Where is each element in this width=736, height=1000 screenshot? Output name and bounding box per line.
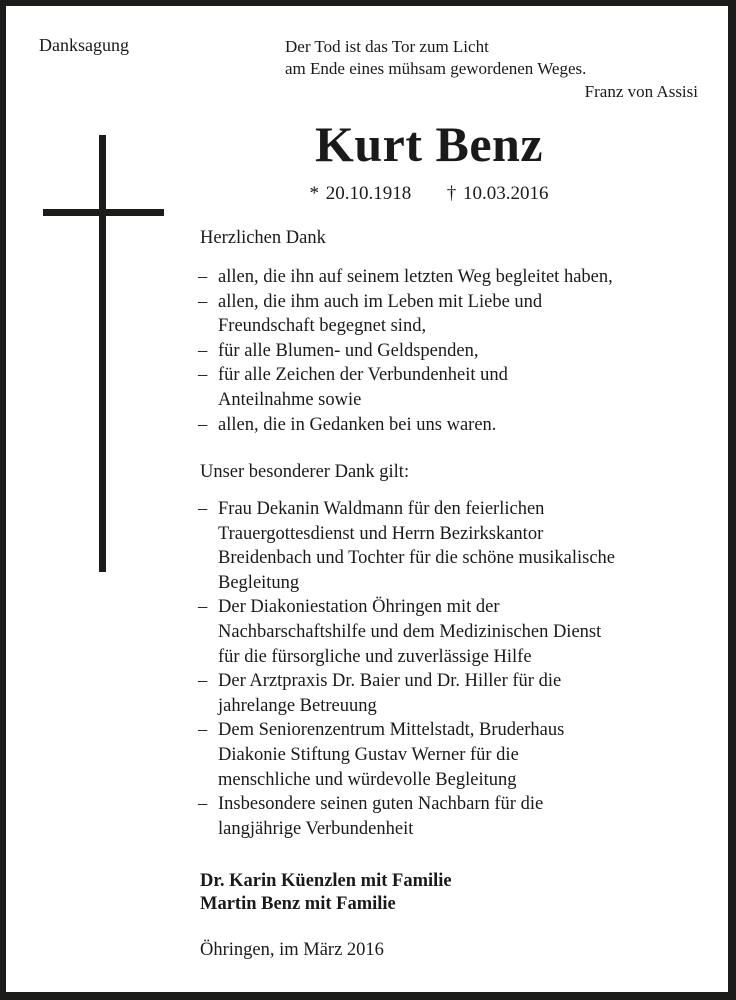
quote-author: Franz von Assisi bbox=[584, 82, 698, 101]
danksagung-label: Danksagung bbox=[39, 35, 129, 55]
life-dates bbox=[6, 182, 736, 206]
list-item bbox=[198, 290, 613, 339]
list-item-text: Diakonie Stiftung Gustav Werner für die bbox=[218, 744, 519, 765]
list-item-text: menschliche und würdevolle Begleitung bbox=[218, 769, 517, 790]
special-thanks-title: Unser besonderer Dank gilt: bbox=[200, 462, 410, 482]
list-item-text: Anteilnahme sowie bbox=[218, 389, 362, 410]
list-item-text: allen, die in Gedanken bei uns waren. bbox=[218, 414, 497, 435]
dash-icon: – bbox=[198, 499, 208, 519]
list-item-text: für die fürsorgliche und zuverlässige Hilfe bbox=[218, 646, 532, 667]
list-item-text: für alle Blumen- und Geldspenden, bbox=[218, 340, 479, 361]
list-item-text: Trauergottesdienst und Herrn Bezirkskantor bbox=[218, 523, 544, 544]
list-item bbox=[198, 669, 615, 718]
list-item-text: Breidenbach und Tochter für die schöne musikalische bbox=[218, 548, 616, 569]
list-item-text: Insbesondere seinen guten Nachbarn für die bbox=[218, 794, 544, 815]
obituary-card bbox=[6, 6, 728, 992]
list-item-text: langjährige Verbundenheit bbox=[218, 818, 414, 839]
place-date: Öhringen, im März 2016 bbox=[200, 940, 384, 960]
list-item-text: allen, die ihm auch im Leben mit Liebe und bbox=[218, 291, 543, 312]
list-item-text: Dem Seniorenzentrum Mittelstadt, Bruderhaus bbox=[218, 720, 565, 741]
dash-icon: – bbox=[198, 794, 208, 815]
list-item bbox=[198, 339, 613, 364]
dash-icon: – bbox=[198, 340, 208, 361]
deceased-name: Kurt Benz bbox=[314, 116, 544, 172]
thanks-title: Herzlichen Dank bbox=[200, 228, 326, 248]
list-item-text: Der Arztpraxis Dr. Baier und Dr. Hiller für die bbox=[218, 671, 562, 692]
dash-icon: – bbox=[198, 267, 208, 287]
list-item bbox=[198, 718, 615, 792]
list-item-text: für alle Zeichen der Verbundenheit und bbox=[218, 365, 508, 386]
dash-icon: – bbox=[198, 291, 208, 312]
list-item-text: Der Diakoniestation Öhringen mit der bbox=[218, 597, 500, 618]
list-item-text: jahrelange Betreuung bbox=[218, 695, 377, 716]
death-icon: † bbox=[446, 183, 457, 204]
quote-line: am Ende eines mühsam gewordenen Weges. bbox=[285, 59, 587, 78]
cross-horizontal-bar bbox=[43, 209, 164, 216]
list-item bbox=[198, 792, 615, 841]
quote-line: Der Tod ist das Tor zum Licht bbox=[285, 37, 489, 56]
list-item-text: Nachbarschaftshilfe und dem Medizinischen Dienst bbox=[218, 621, 602, 642]
birth-date: 20.10.1918 bbox=[325, 183, 412, 204]
quote-block bbox=[285, 36, 698, 103]
dash-icon: – bbox=[198, 671, 208, 692]
list-item bbox=[198, 595, 615, 669]
signatures bbox=[200, 870, 452, 916]
list-item-text: allen, die ihn auf seinem letzten Weg begleitet haben, bbox=[218, 267, 613, 287]
signature-line: Dr. Karin Küenzlen mit Familie bbox=[200, 871, 452, 891]
thanks-list bbox=[198, 265, 613, 437]
death-date: 10.03.2016 bbox=[463, 183, 549, 204]
special-thanks-list bbox=[198, 497, 615, 841]
birth-icon: * bbox=[309, 183, 319, 204]
list-item-text: Begleitung bbox=[218, 572, 300, 593]
dash-icon: – bbox=[198, 597, 208, 618]
list-item bbox=[198, 497, 615, 595]
dash-icon: – bbox=[198, 414, 208, 435]
dash-icon: – bbox=[198, 365, 208, 386]
list-item-text: Freundschaft begegnet sind, bbox=[218, 316, 427, 337]
list-item bbox=[198, 265, 613, 290]
list-item bbox=[198, 413, 613, 438]
signature-line: Martin Benz mit Familie bbox=[200, 894, 396, 914]
list-item-text: Frau Dekanin Waldmann für den feierlichen bbox=[218, 499, 545, 519]
list-item bbox=[198, 363, 613, 412]
dash-icon: – bbox=[198, 720, 208, 741]
